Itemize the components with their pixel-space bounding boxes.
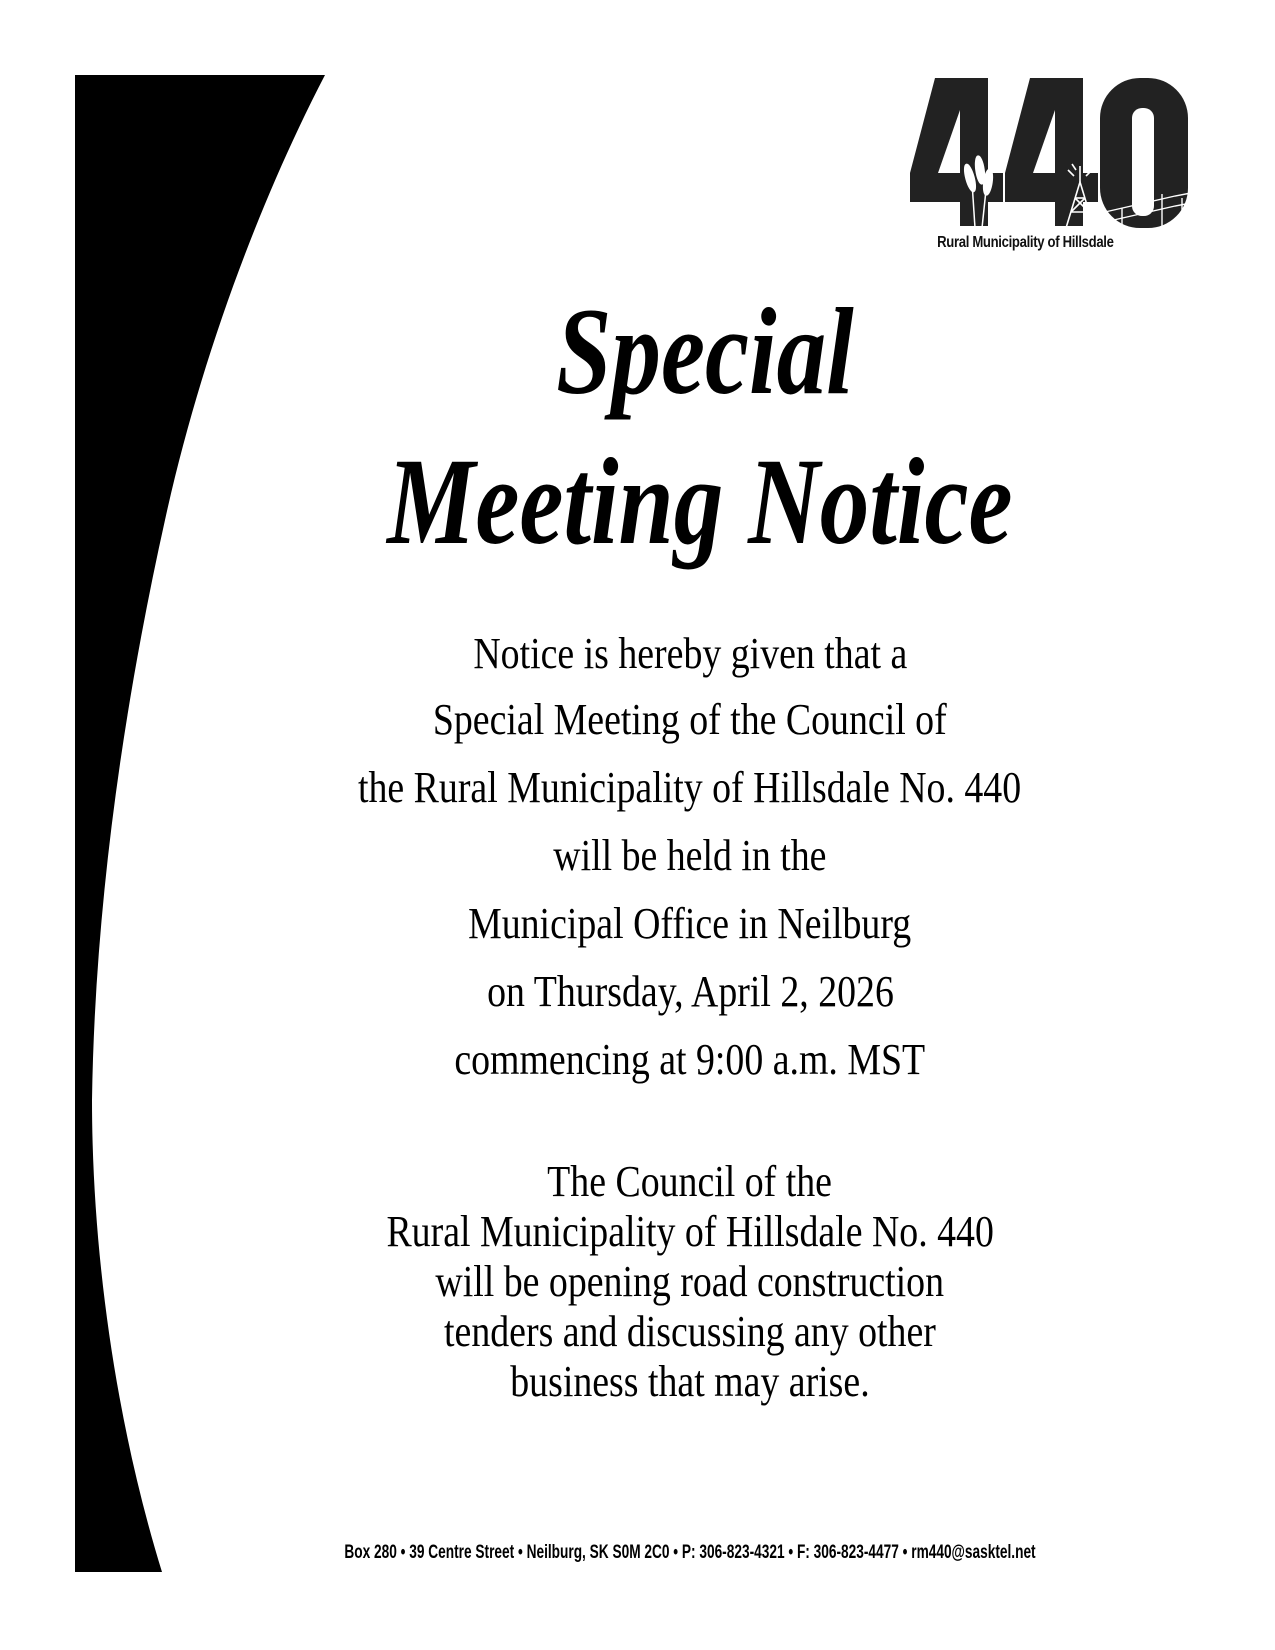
purpose-line: Rural Municipality of Hillsdale No. 440 — [386, 1207, 994, 1256]
title-line-2: Meeting Notice — [387, 433, 1013, 570]
purpose-line: tenders and discussing any other — [444, 1307, 936, 1356]
digit-four-icon — [910, 78, 1003, 226]
notice-line: Municipal Office in Neilburg — [468, 899, 912, 948]
contact-footer: Box 280 • 39 Centre Street • Neilburg, SK S0M 2C0 • P: 306-823-4321 • F: 306-823-4477 • rm440@sasktel.net — [344, 1542, 1036, 1563]
notice-line: on Thursday, April 2, 2026 — [486, 967, 894, 1016]
title-line-1: Special — [556, 283, 854, 420]
notice-line: will be held in the — [553, 831, 827, 880]
notice-line: commencing at 9:00 a.m. MST — [454, 1035, 926, 1084]
notice-line: the Rural Municipality of Hillsdale No. 440 — [358, 763, 1022, 812]
purpose-line: business that may arise. — [510, 1357, 870, 1406]
municipality-logo — [900, 70, 1200, 260]
digit-four-icon — [1005, 78, 1098, 226]
logo-caption: Rural Municipality of Hillsdale — [937, 234, 1114, 251]
notice-line: Notice is hereby given that a — [473, 629, 907, 678]
notice-line: Special Meeting of the Council of — [433, 695, 947, 744]
purpose-line: will be opening road construction — [435, 1257, 945, 1306]
purpose-line: The Council of the — [547, 1157, 833, 1206]
